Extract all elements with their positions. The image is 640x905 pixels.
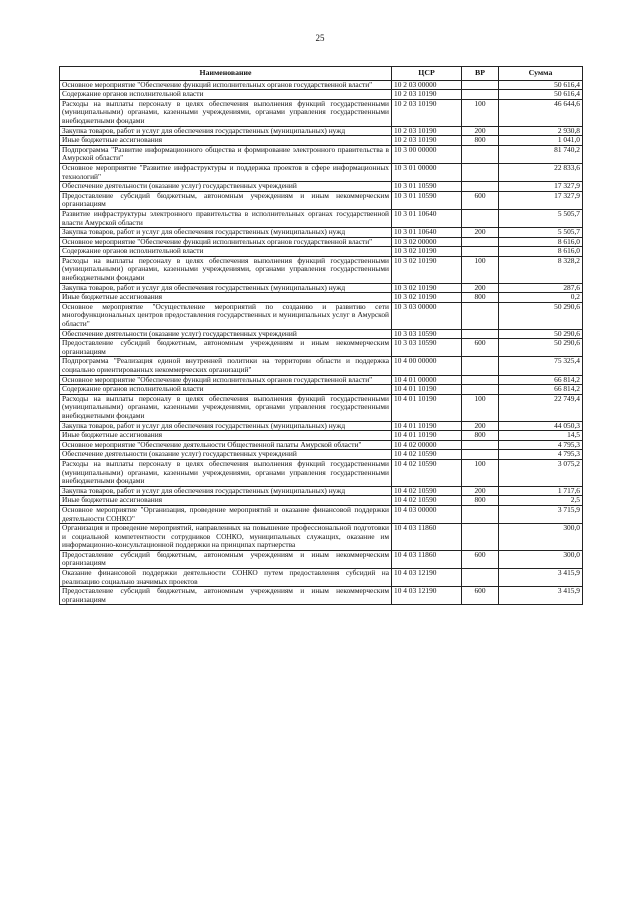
table-header-row bbox=[60, 67, 583, 81]
row-vr-cell: 800 bbox=[462, 496, 499, 506]
row-name-cell: Основное мероприятие "Обеспечение функций исполнительных органов государственной власти" bbox=[60, 375, 392, 385]
page-number: 25 bbox=[315, 33, 325, 43]
table-row bbox=[60, 247, 583, 257]
row-sum-cell: 17 327,9 bbox=[499, 191, 583, 209]
table-row bbox=[60, 569, 583, 587]
table-row bbox=[60, 163, 583, 181]
row-csr-cell: 10 3 03 10590 bbox=[392, 329, 462, 339]
row-vr-cell bbox=[462, 237, 499, 247]
row-name-cell: Предоставление субсидий бюджетным, автономным учреждениям и иным некоммерческим организациям bbox=[60, 550, 392, 568]
table-row bbox=[60, 90, 583, 100]
row-sum-cell: 50 290,6 bbox=[499, 339, 583, 357]
row-vr-cell bbox=[462, 145, 499, 163]
row-vr-cell: 800 bbox=[462, 136, 499, 146]
table-row bbox=[60, 394, 583, 421]
row-sum-cell: 50 290,6 bbox=[499, 302, 583, 329]
row-vr-cell bbox=[462, 450, 499, 460]
table-row bbox=[60, 450, 583, 460]
row-sum-cell: 1 041,0 bbox=[499, 136, 583, 146]
row-name-cell: Обеспечение деятельности (оказание услуг) государственных учреждений bbox=[60, 182, 392, 192]
header-name: Наименование bbox=[60, 67, 392, 81]
row-sum-cell: 8 328,2 bbox=[499, 256, 583, 283]
row-name-cell: Обеспечение деятельности (оказание услуг) государственных учреждений bbox=[60, 450, 392, 460]
row-vr-cell: 200 bbox=[462, 486, 499, 496]
row-name-cell: Расходы на выплаты персоналу в целях обеспечения выполнения функций государственными (муниципальными) органами, казенными учреждениями, органами управления государственными внебюджетными фондами bbox=[60, 459, 392, 486]
row-csr-cell: 10 4 03 12190 bbox=[392, 569, 462, 587]
budget-table bbox=[59, 66, 583, 605]
row-vr-cell: 800 bbox=[462, 431, 499, 441]
table-row bbox=[60, 136, 583, 146]
row-csr-cell: 10 4 02 10590 bbox=[392, 450, 462, 460]
row-vr-cell bbox=[462, 182, 499, 192]
row-name-cell: Предоставление субсидий бюджетным, автономным учреждениям и иным некоммерческим организациям bbox=[60, 191, 392, 209]
row-name-cell: Иные бюджетные ассигнования bbox=[60, 496, 392, 506]
row-sum-cell: 66 814,2 bbox=[499, 375, 583, 385]
row-vr-cell bbox=[462, 440, 499, 450]
row-sum-cell: 14,5 bbox=[499, 431, 583, 441]
row-sum-cell: 0,2 bbox=[499, 293, 583, 303]
row-name-cell: Подпрограмма "Реализация единой внутренней политики на территории области и поддержка социально ориентированных некоммерческих организаций" bbox=[60, 357, 392, 375]
table-row bbox=[60, 339, 583, 357]
table-row bbox=[60, 459, 583, 486]
row-vr-cell bbox=[462, 209, 499, 227]
row-name-cell: Иные бюджетные ассигнования bbox=[60, 293, 392, 303]
row-csr-cell: 10 3 03 00000 bbox=[392, 302, 462, 329]
table-row bbox=[60, 293, 583, 303]
row-name-cell: Содержание органов исполнительной власти bbox=[60, 90, 392, 100]
row-csr-cell: 10 4 01 10190 bbox=[392, 421, 462, 431]
row-csr-cell: 10 3 02 00000 bbox=[392, 237, 462, 247]
table-row bbox=[60, 256, 583, 283]
table-row bbox=[60, 99, 583, 126]
row-vr-cell bbox=[462, 375, 499, 385]
table-row bbox=[60, 587, 583, 605]
row-csr-cell: 10 2 03 10190 bbox=[392, 90, 462, 100]
row-vr-cell bbox=[462, 569, 499, 587]
row-vr-cell: 100 bbox=[462, 394, 499, 421]
row-name-cell: Обеспечение деятельности (оказание услуг) государственных учреждений bbox=[60, 329, 392, 339]
table-body bbox=[60, 80, 583, 605]
row-csr-cell: 10 3 01 00000 bbox=[392, 163, 462, 181]
row-name-cell: Расходы на выплаты персоналу в целях обеспечения выполнения функций государственными (муниципальными) органами, казенными учреждениями, органами управления государственными внебюджетными фондами bbox=[60, 99, 392, 126]
row-sum-cell: 44 050,3 bbox=[499, 421, 583, 431]
row-csr-cell: 10 4 01 10190 bbox=[392, 385, 462, 395]
row-vr-cell: 600 bbox=[462, 550, 499, 568]
row-csr-cell: 10 3 01 10590 bbox=[392, 182, 462, 192]
row-sum-cell: 46 644,6 bbox=[499, 99, 583, 126]
row-vr-cell bbox=[462, 90, 499, 100]
row-name-cell: Иные бюджетные ассигнования bbox=[60, 136, 392, 146]
row-sum-cell: 8 616,0 bbox=[499, 247, 583, 257]
row-vr-cell bbox=[462, 505, 499, 523]
row-sum-cell: 300,0 bbox=[499, 524, 583, 551]
row-sum-cell: 75 325,4 bbox=[499, 357, 583, 375]
row-sum-cell: 5 505,7 bbox=[499, 209, 583, 227]
row-csr-cell: 10 3 01 10640 bbox=[392, 209, 462, 227]
row-vr-cell: 200 bbox=[462, 228, 499, 238]
row-sum-cell: 287,6 bbox=[499, 283, 583, 293]
row-name-cell: Подпрограмма "Развитие информационного общества и формирование электронного правительства в Амурской области" bbox=[60, 145, 392, 163]
table-row bbox=[60, 228, 583, 238]
row-sum-cell: 50 290,6 bbox=[499, 329, 583, 339]
row-name-cell: Закупка товаров, работ и услуг для обеспечения государственных (муниципальных) нужд bbox=[60, 421, 392, 431]
row-name-cell: Расходы на выплаты персоналу в целях обеспечения выполнения функций государственными (муниципальными) органами, казенными учреждениями, органами управления государственными внебюджетными фондами bbox=[60, 256, 392, 283]
row-vr-cell bbox=[462, 247, 499, 257]
table-row bbox=[60, 385, 583, 395]
row-vr-cell bbox=[462, 524, 499, 551]
table-row bbox=[60, 550, 583, 568]
row-csr-cell: 10 4 00 00000 bbox=[392, 357, 462, 375]
row-name-cell: Предоставление субсидий бюджетным, автономным учреждениям и иным некоммерческим организациям bbox=[60, 587, 392, 605]
row-sum-cell: 2 930,8 bbox=[499, 126, 583, 136]
row-csr-cell: 10 4 01 10190 bbox=[392, 431, 462, 441]
row-csr-cell: 10 3 01 10640 bbox=[392, 228, 462, 238]
row-csr-cell: 10 2 03 10190 bbox=[392, 126, 462, 136]
row-vr-cell: 100 bbox=[462, 99, 499, 126]
table-row bbox=[60, 431, 583, 441]
row-sum-cell: 3 075,2 bbox=[499, 459, 583, 486]
row-sum-cell: 22 833,6 bbox=[499, 163, 583, 181]
row-csr-cell: 10 2 03 10190 bbox=[392, 136, 462, 146]
row-csr-cell: 10 4 03 12190 bbox=[392, 587, 462, 605]
row-name-cell: Оказание финансовой поддержки деятельности СОНКО путем предоставления субсидий на реализацию социально значимых проектов bbox=[60, 569, 392, 587]
row-vr-cell: 200 bbox=[462, 283, 499, 293]
row-csr-cell: 10 4 03 11860 bbox=[392, 524, 462, 551]
row-name-cell: Иные бюджетные ассигнования bbox=[60, 431, 392, 441]
row-csr-cell: 10 3 03 10590 bbox=[392, 339, 462, 357]
row-sum-cell: 50 616,4 bbox=[499, 80, 583, 90]
table-row bbox=[60, 496, 583, 506]
row-sum-cell: 50 616,4 bbox=[499, 90, 583, 100]
row-vr-cell: 200 bbox=[462, 421, 499, 431]
row-vr-cell: 100 bbox=[462, 459, 499, 486]
row-vr-cell bbox=[462, 302, 499, 329]
row-csr-cell: 10 4 02 10590 bbox=[392, 486, 462, 496]
table-row bbox=[60, 209, 583, 227]
row-csr-cell: 10 3 02 10190 bbox=[392, 256, 462, 283]
table-row bbox=[60, 145, 583, 163]
row-sum-cell: 2,5 bbox=[499, 496, 583, 506]
row-name-cell: Развитие инфраструктуры электронного правительства в исполнительных органах государственной власти Амурской области bbox=[60, 209, 392, 227]
table-row bbox=[60, 302, 583, 329]
row-name-cell: Закупка товаров, работ и услуг для обеспечения государственных (муниципальных) нужд bbox=[60, 126, 392, 136]
row-sum-cell: 3 415,9 bbox=[499, 587, 583, 605]
table-row bbox=[60, 357, 583, 375]
header-vr: ВР bbox=[462, 67, 499, 81]
row-name-cell: Закупка товаров, работ и услуг для обеспечения государственных (муниципальных) нужд bbox=[60, 228, 392, 238]
row-name-cell: Расходы на выплаты персоналу в целях обеспечения выполнения функций государственными (муниципальными) органами, казенными учреждениями, органами управления государственными внебюджетными фондами bbox=[60, 394, 392, 421]
row-vr-cell: 600 bbox=[462, 339, 499, 357]
row-name-cell: Содержание органов исполнительной власти bbox=[60, 385, 392, 395]
row-csr-cell: 10 4 03 00000 bbox=[392, 505, 462, 523]
row-vr-cell: 800 bbox=[462, 293, 499, 303]
row-vr-cell bbox=[462, 385, 499, 395]
row-csr-cell: 10 3 01 10590 bbox=[392, 191, 462, 209]
row-csr-cell: 10 3 02 10190 bbox=[392, 247, 462, 257]
row-vr-cell: 600 bbox=[462, 587, 499, 605]
row-sum-cell: 3 415,9 bbox=[499, 569, 583, 587]
row-sum-cell: 17 327,9 bbox=[499, 182, 583, 192]
row-csr-cell: 10 2 03 10190 bbox=[392, 99, 462, 126]
row-name-cell: Основное мероприятие "Обеспечение деятельности Общественной палаты Амурской области" bbox=[60, 440, 392, 450]
row-csr-cell: 10 4 02 10590 bbox=[392, 459, 462, 486]
row-sum-cell: 22 749,4 bbox=[499, 394, 583, 421]
row-csr-cell: 10 4 01 10190 bbox=[392, 394, 462, 421]
row-csr-cell: 10 4 02 10590 bbox=[392, 496, 462, 506]
row-sum-cell: 4 795,3 bbox=[499, 450, 583, 460]
row-name-cell: Основное мероприятие "Развитие инфраструктуры и поддержка проектов в сфере информационных технологий" bbox=[60, 163, 392, 181]
header-csr: ЦСР bbox=[392, 67, 462, 81]
row-csr-cell: 10 3 02 10190 bbox=[392, 283, 462, 293]
row-sum-cell: 5 505,7 bbox=[499, 228, 583, 238]
row-vr-cell: 600 bbox=[462, 191, 499, 209]
row-csr-cell: 10 4 02 00000 bbox=[392, 440, 462, 450]
row-csr-cell: 10 3 00 00000 bbox=[392, 145, 462, 163]
row-sum-cell: 1 717,6 bbox=[499, 486, 583, 496]
row-name-cell: Основное мероприятие "Осуществление мероприятий по созданию и развитию сети многофункциональных центров предоставления государственных и муниципальных услуг в Амурской области" bbox=[60, 302, 392, 329]
row-name-cell: Основное мероприятие "Обеспечение функций исполнительных органов государственной власти" bbox=[60, 237, 392, 247]
row-sum-cell: 8 616,0 bbox=[499, 237, 583, 247]
table-row bbox=[60, 524, 583, 551]
row-name-cell: Закупка товаров, работ и услуг для обеспечения государственных (муниципальных) нужд bbox=[60, 486, 392, 496]
row-sum-cell: 3 715,9 bbox=[499, 505, 583, 523]
table-row bbox=[60, 505, 583, 523]
row-sum-cell: 300,0 bbox=[499, 550, 583, 568]
row-sum-cell: 66 814,2 bbox=[499, 385, 583, 395]
row-csr-cell: 10 2 03 00000 bbox=[392, 80, 462, 90]
row-vr-cell bbox=[462, 80, 499, 90]
row-name-cell: Организация и проведение мероприятий, направленных на повышение профессиональной подготовки и социальной компетентности сотрудников СОНКО, муниципальных служащих, оказание им информационно-консультационной поддержки на принципах партнерства bbox=[60, 524, 392, 551]
row-vr-cell: 100 bbox=[462, 256, 499, 283]
row-sum-cell: 4 795,3 bbox=[499, 440, 583, 450]
row-name-cell: Основное мероприятие "Организация, проведение мероприятий и оказание финансовой поддержки деятельности СОНКО" bbox=[60, 505, 392, 523]
table-row bbox=[60, 191, 583, 209]
row-csr-cell: 10 4 01 00000 bbox=[392, 375, 462, 385]
row-name-cell: Основное мероприятие "Обеспечение функций исполнительных органов государственной власти" bbox=[60, 80, 392, 90]
header-sum: Сумма bbox=[499, 67, 583, 81]
row-name-cell: Закупка товаров, работ и услуг для обеспечения государственных (муниципальных) нужд bbox=[60, 283, 392, 293]
row-csr-cell: 10 3 02 10190 bbox=[392, 293, 462, 303]
row-name-cell: Предоставление субсидий бюджетным, автономным учреждениям и иным некоммерческим организациям bbox=[60, 339, 392, 357]
row-vr-cell bbox=[462, 163, 499, 181]
row-sum-cell: 81 740,2 bbox=[499, 145, 583, 163]
row-csr-cell: 10 4 03 11860 bbox=[392, 550, 462, 568]
table-row bbox=[60, 182, 583, 192]
row-name-cell: Содержание органов исполнительной власти bbox=[60, 247, 392, 257]
row-vr-cell: 200 bbox=[462, 126, 499, 136]
row-vr-cell bbox=[462, 357, 499, 375]
